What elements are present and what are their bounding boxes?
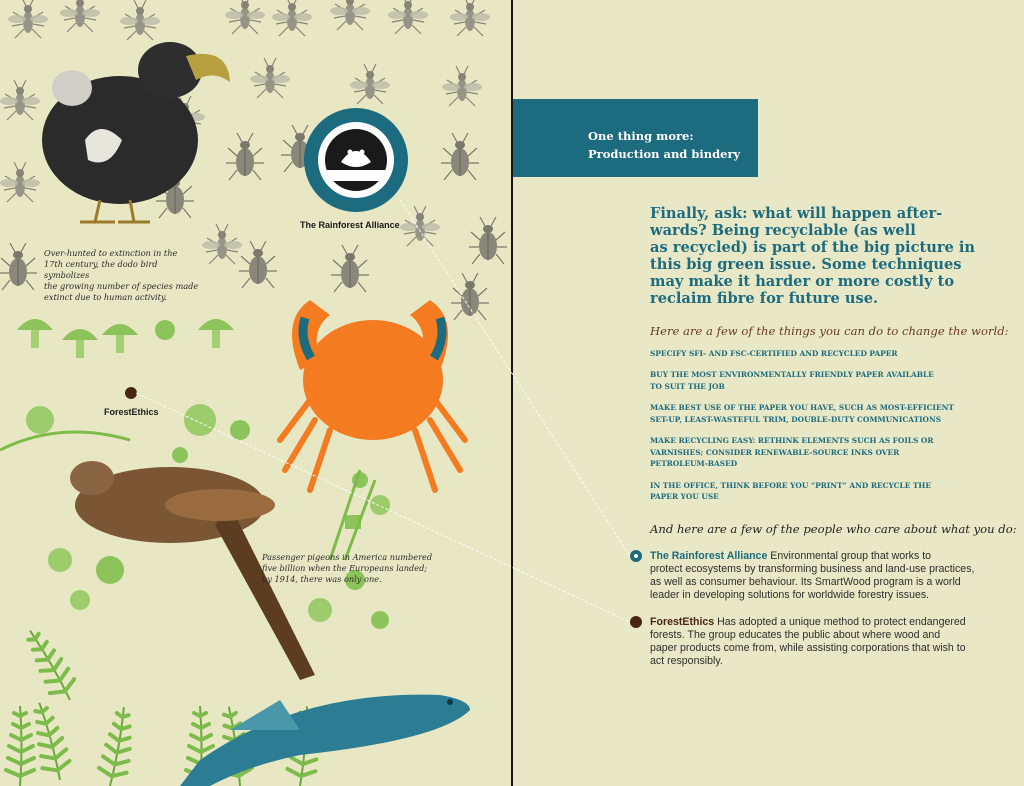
headline-line: wards? Being recyclable (as well [650, 222, 916, 239]
org-name: ForestEthics [650, 616, 715, 628]
section-banner [513, 99, 758, 177]
section-banner-line: Production and bindery [588, 147, 741, 161]
dodo-caption-line: Over-hunted to extinction in the [44, 248, 178, 258]
headline-line: reclaim fibre for future use. [650, 290, 879, 307]
org-name: The Rainforest Alliance [650, 550, 768, 562]
tip-item: MAKE RECYCLING EASY: RETHINK ELEMENTS SUCH AS FOILS OR VARNISHES; CONSIDER RENEWABLE-SOURCE INKS OVER PETROLEUM-BASED [650, 436, 934, 469]
forestethics-marker-dot [125, 387, 137, 399]
pigeon-caption-line: five billion when the Europeans landed; [262, 563, 428, 573]
forestethics-logo-caption: ForestEthics [104, 407, 159, 417]
rainforest-alliance-logo-caption: The Rainforest Alliance [300, 220, 400, 230]
section-banner-line: One thing more: [588, 129, 694, 143]
rainforest-alliance-bullet-icon [630, 550, 642, 562]
dodo-caption [44, 248, 204, 303]
fish-illustration [180, 695, 470, 786]
tip-item: BUY THE MOST ENVIRONMENTALLY FRIENDLY PAPER AVAILABLE TO SUIT THE JOB [650, 370, 934, 391]
forestethics-bullet-icon [630, 616, 642, 628]
tip-item: SPECIFY SFI- AND FSC-CERTIFIED AND RECYCLED PAPER [650, 349, 898, 358]
tip-item: MAKE BEST USE OF THE PAPER YOU HAVE, SUCH AS MOST-EFFICIENT SET-UP, LEAST-WASTEFUL TRIM, DOUBLE-DUTY COMMUNICATIONS [650, 403, 954, 424]
dodo-illustration [42, 42, 230, 222]
right-page [513, 0, 1024, 786]
tips-list [650, 348, 1010, 513]
rainforest-alliance-seal [304, 108, 408, 212]
tips-intro: Here are a few of the things you can do to change the world: [650, 324, 1009, 338]
dodo-caption-line: the growing number of species made [44, 281, 199, 291]
dodo-caption-line: 17th century, the dodo bird symbolizes [44, 259, 158, 280]
org-rainforest-alliance: The Rainforest Alliance Environmental group that works to protect ecosystems by transforming business and land-use practices, as well as consumer behaviour. Its SmartWood program is a world leader in developing solutions for worldwide forestry issues. [650, 550, 975, 601]
tip-item: IN THE OFFICE, THINK BEFORE YOU “PRINT” AND RECYCLE THE PAPER YOU USE [650, 480, 932, 502]
headline-line: as recycled) is part of the big picture in [650, 239, 976, 256]
pigeon-caption-line: Passenger pigeons in America numbered [262, 552, 433, 562]
crab-illustration [280, 300, 465, 490]
headline-line: may make it harder or more costly to [650, 273, 955, 290]
people-intro: And here are a few of the people who care about what you do: [650, 522, 1017, 536]
headline-line: this big green issue. Some techniques [650, 256, 962, 273]
headline-line: Finally, ask: what will happen after- [650, 205, 943, 222]
org-forestethics: ForestEthics Has adopted a unique method to protect endangered forests. The group educates the public about where wood and paper products come from, while assisting corporations that wish to act responsibly. [650, 616, 966, 667]
dodo-caption-line: extinct due to human activity. [44, 292, 168, 302]
headline [650, 205, 1000, 307]
pigeon-caption [262, 552, 442, 585]
pigeon-caption-line: by 1914, there was only one. [262, 574, 382, 584]
